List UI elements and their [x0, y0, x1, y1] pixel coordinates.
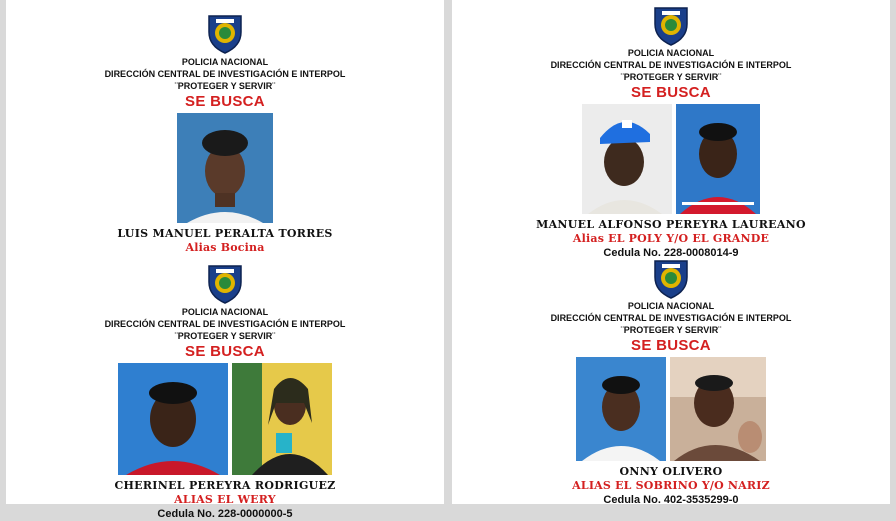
police-badge-icon: [652, 259, 690, 299]
suspect-name: MANUEL ALFONSO PEREYRA LAUREANO: [536, 218, 806, 231]
suspect-cedula: Cedula No. 228-0008014-9: [603, 247, 739, 259]
wanted-heading: SE BUSCA: [631, 337, 711, 354]
motto: ¨PROTEGER Y SERVIR¨: [620, 325, 722, 335]
suspect-photo: [232, 363, 332, 475]
wanted-heading: SE BUSCA: [631, 84, 711, 101]
suspect-alias: Alias EL POLY Y/O EL GRANDE: [572, 232, 770, 245]
suspect-photo: [676, 104, 760, 214]
suspect-alias: Alias Bocina: [185, 241, 265, 254]
suspect-photo: [670, 357, 766, 461]
suspect-photo: [118, 363, 228, 475]
motto: ¨PROTEGER Y SERVIR¨: [174, 81, 276, 91]
directorate-name: DIRECCIÓN CENTRAL DE INVESTIGACIÓN E INTERPOL: [550, 60, 792, 70]
suspect-photo: [582, 104, 672, 214]
suspect-cedula: Cedula No. 402-3535299-0: [603, 494, 739, 506]
suspect-photos: [6, 363, 444, 475]
wanted-poster: [6, 14, 444, 255]
wanted-poster: [6, 264, 444, 521]
suspect-name: ONNY OLIVERO: [619, 465, 723, 478]
motto: ¨PROTEGER Y SERVIR¨: [620, 72, 722, 82]
agency-name: POLICIA NACIONAL: [627, 301, 715, 311]
document-page-left: [6, 0, 444, 520]
suspect-name: LUIS MANUEL PERALTA TORRES: [117, 227, 333, 240]
document-page-right: [452, 0, 890, 504]
suspect-photo: [177, 113, 273, 223]
agency-name: POLICIA NACIONAL: [181, 57, 269, 67]
suspect-photos: [452, 357, 890, 461]
agency-name: POLICIA NACIONAL: [181, 307, 269, 317]
motto: ¨PROTEGER Y SERVIR¨: [174, 331, 276, 341]
wanted-heading: SE BUSCA: [185, 93, 265, 110]
suspect-cedula: Cedula No. 228-0000000-5: [157, 508, 293, 520]
police-badge-icon: [206, 14, 244, 54]
wanted-poster: [452, 6, 890, 260]
suspect-photos: [6, 113, 444, 223]
wanted-poster: [452, 259, 890, 507]
suspect-photo: [576, 357, 666, 461]
suspect-photos: [452, 104, 890, 214]
agency-name: POLICIA NACIONAL: [627, 48, 715, 58]
police-badge-icon: [206, 264, 244, 304]
directorate-name: DIRECCIÓN CENTRAL DE INVESTIGACIÓN E INTERPOL: [104, 69, 346, 79]
directorate-name: DIRECCIÓN CENTRAL DE INVESTIGACIÓN E INTERPOL: [550, 313, 792, 323]
suspect-name: CHERINEL PEREYRA RODRIGUEZ: [114, 479, 336, 492]
directorate-name: DIRECCIÓN CENTRAL DE INVESTIGACIÓN E INTERPOL: [104, 319, 346, 329]
suspect-alias: ALIAS EL WERY: [174, 493, 276, 506]
suspect-alias: ALIAS EL SOBRINO Y/O NARIZ: [572, 479, 770, 492]
police-badge-icon: [652, 6, 690, 46]
wanted-heading: SE BUSCA: [185, 343, 265, 360]
